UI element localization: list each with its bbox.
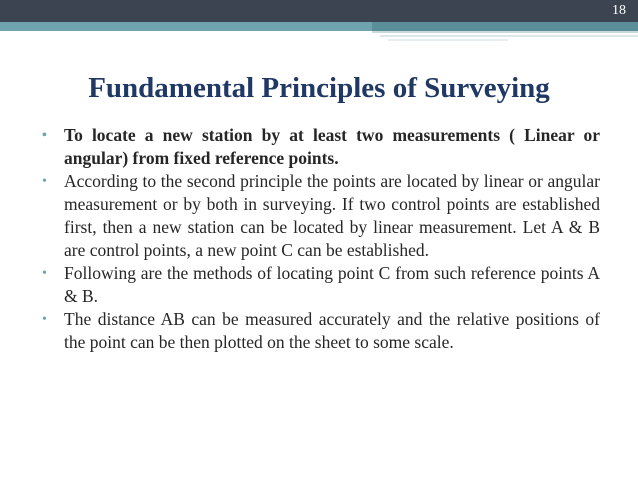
bullet-text: According to the second principle the points are located by linear or angular measurement or by both in surveying. If two control points are established first, then a new station can be located by linear measurement. Let A & B are control points, a new point C can be established. <box>64 171 600 260</box>
header-stripe <box>388 39 508 41</box>
bullet-item <box>42 170 600 262</box>
bullet-icon: • <box>42 174 47 189</box>
bullet-icon: • <box>42 266 47 281</box>
header-teal-band-right <box>372 22 638 31</box>
header-teal-band-left <box>0 22 372 31</box>
bullet-item <box>42 124 600 170</box>
slide-number: 18 <box>612 3 626 18</box>
header-stripe <box>380 35 638 37</box>
bullet-item <box>42 308 600 354</box>
slide-title: Fundamental Principles of Surveying <box>88 72 550 104</box>
bullet-item <box>42 262 600 308</box>
bullet-text: Following are the methods of locating point C from such reference points A & B. <box>64 263 600 306</box>
header-stripe <box>372 31 638 33</box>
bullet-text: The distance AB can be measured accurately and the relative positions of the point can be then plotted on the sheet to some scale. <box>64 309 600 352</box>
header-dark-band <box>0 0 638 22</box>
bullet-icon: • <box>42 312 47 327</box>
bullet-icon: • <box>42 128 47 143</box>
bullet-list <box>42 124 600 354</box>
bullet-text: To locate a new station by at least two measurements ( Linear or angular) from fixed reference points. <box>64 125 600 168</box>
